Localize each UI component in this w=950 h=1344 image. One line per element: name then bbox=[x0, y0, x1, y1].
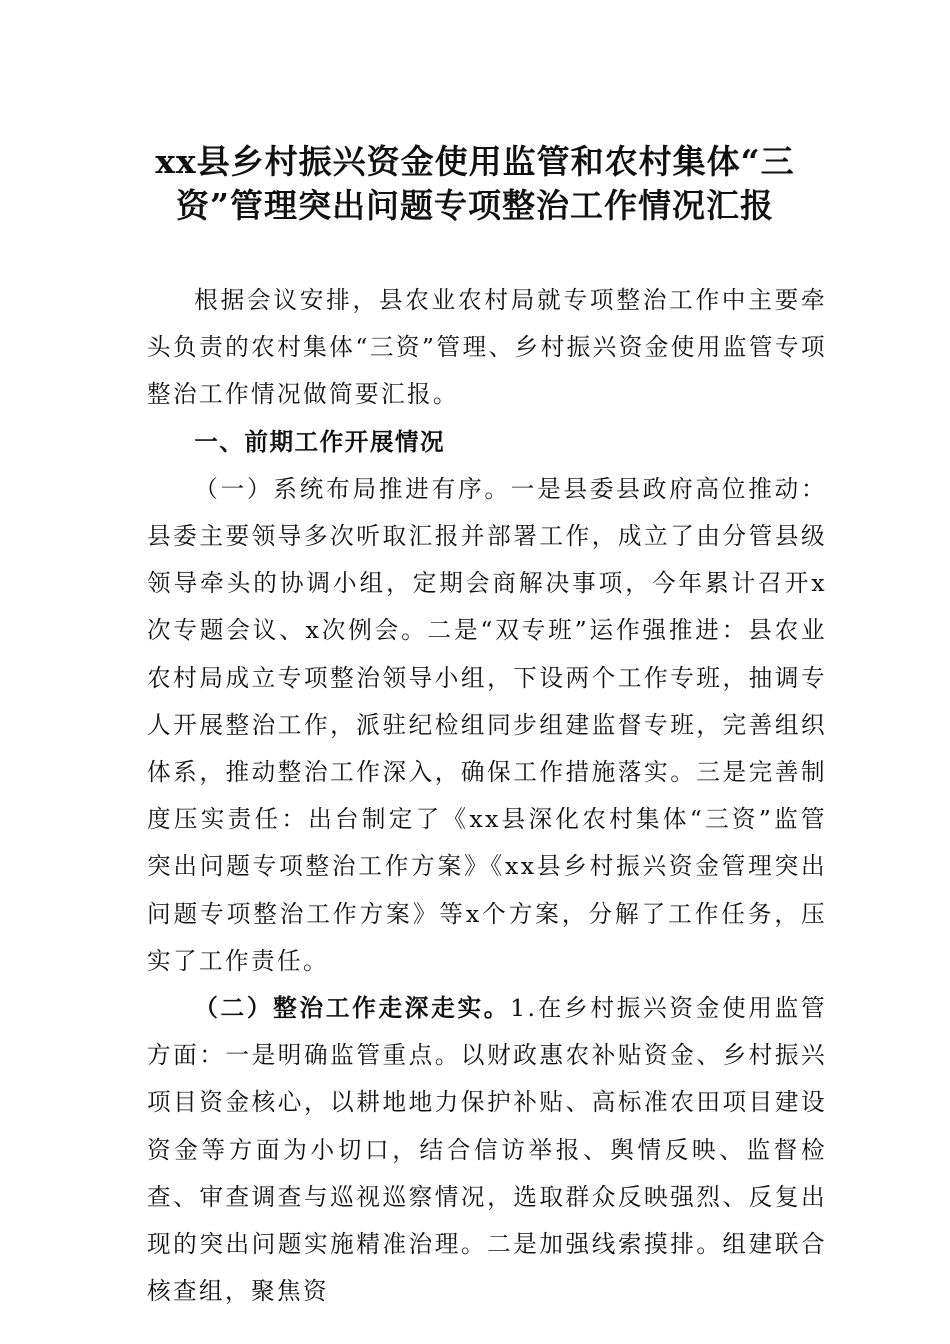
document-body bbox=[147, 277, 827, 1315]
paragraph-1-body: 一是县委县政府高位推动：县委主要领导多次听取汇报并部署工作，成立了由分管县级领导牵头的协调小组，定期会商解决事项，今年累计召开x次专题会议、x次例会。二是“双专班”运作强推进：县农业农村局成立专项整治领导小组，下设两个工作专班，抽调专人开展整治工作，派驻纪检组同步组建监督专班，完善组织体系，推动整治工作深入，确保工作措施落实。三是完善制度压实责任：出台制定了《xx县深化农村集体“三资”监管突出问题专项整治工作方案》《xx县乡村振兴资金管理突出问题专项整治工作方案》等x个方案，分解了工作任务，压实了工作责任。 bbox=[147, 474, 827, 975]
paragraph-2-body: 1.在乡村振兴资金使用监管方面：一是明确监管重点。以财政惠农补贴资金、乡村振兴项目资金核心，以耕地地力保护补贴、高标准农田项目建设资金等方面为小切口，结合信访举报、舆情反映、监督检查、审查调查与巡视巡察情况，选取群众反映强烈、反复出现的突出问题实施精准治理。二是加强线索摸排。组建联合核查组，聚焦资 bbox=[147, 994, 827, 1306]
section-heading-1: 一、前期工作开展情况 bbox=[194, 427, 446, 456]
paragraph-1-lead: （一）系统布局推进有序。 bbox=[194, 474, 511, 503]
title-line-1: xx县乡村振兴资金使用监管和农村集体“三 bbox=[155, 142, 795, 181]
title-line-2: 资”管理突出问题专项整治工作情况汇报 bbox=[176, 186, 774, 225]
paragraph-1 bbox=[147, 466, 827, 985]
document-title bbox=[110, 140, 840, 228]
paragraph-2-lead: （二）整治工作走深走实。 bbox=[194, 994, 511, 1023]
intro-paragraph: 根据会议安排，县农业农村局就专项整治工作中主要牵头负责的农村集体“三资”管理、乡村振兴资金使用监管专项整治工作情况做简要汇报。 bbox=[147, 286, 827, 409]
paragraph-2 bbox=[147, 985, 827, 1315]
